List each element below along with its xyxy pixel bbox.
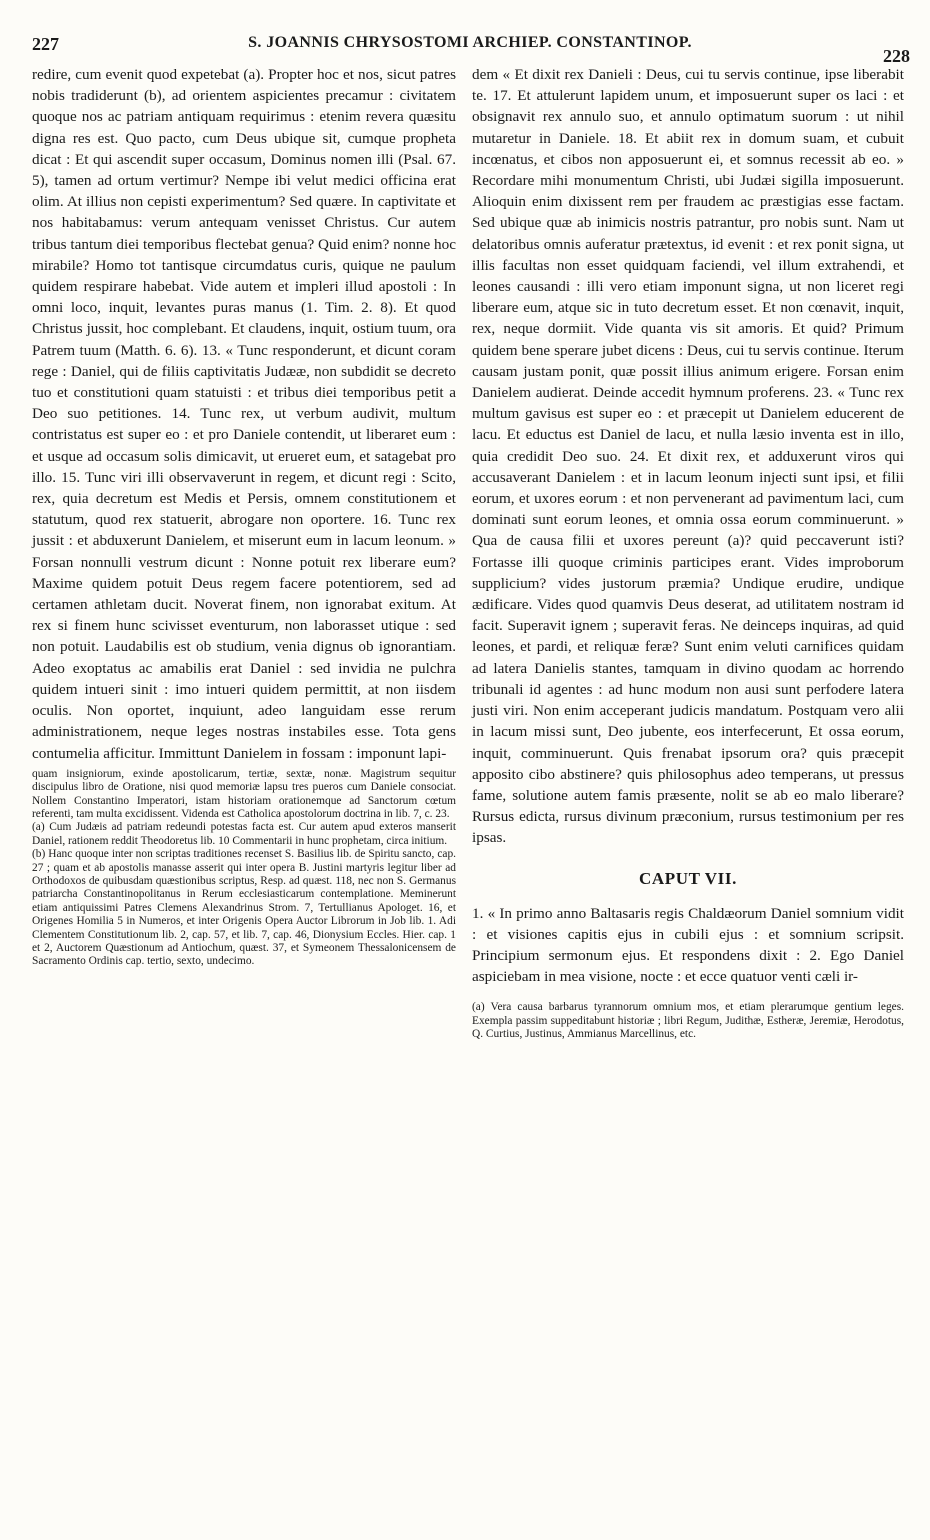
- right-column: [472, 64, 904, 1042]
- page-number-right: 228: [883, 46, 910, 66]
- chapter-heading: CAPUT VII.: [639, 868, 737, 888]
- left-column-body: redire, cum evenit quod expetebat (a). Propter hoc et nos, sicut patres nobis tradiderunt (b), ad orientem aspicientes precamur : civitatem quoque nos ac patriam antiquam requirimus : etenim revera quæsitu digna res est. Quo pacto, cum Deus ubique sit, cumque propheta dicat : Et qui ascendit super occasum, Dominus nomen illi (Psal. 67. 5), tamen ad ortum vertimur? Nempe ibi velut medici officina erat olim. At illius non cepisti experimentum? Sed quære. In captivitate et nos habitabamus: verum antequam venisset Christus. Cur autem tribus tantum diei temporibus flectebat genua? Quid enim? nonne hoc mirabile? Homo tot tantisque circumdatus curis, quique ne paulum quidem respirare habebat. Vide autem et impleri illud apostoli : In omni loco, inquit, levantes puras manus (1. Tim. 2. 8). Et quod Christus jussit, hoc complebant. Et claudens, inquit, ostium tuum, ora Patrem tuum (Matth. 6. 6). 13. « Tunc responderunt, et dicunt coram rege : Daniel, qui de filiis captivitatis Judææ, non subdidit se decreto tuo et constitutioni quam statuisti : et tribus diei temporibus petit a Deo suo petitiones. 14. Tunc rex, ut verbum audivit, multum contristatus est super eo : et pro Daniele contendit, ut liberaret eum : et usque ad occasum solis dimicavit, ut erueret eum, et satagebat pro illo. 15. Tunc viri illi observaverunt in regem, et dicunt regi : Scito, rex, quia decretum est Medis et Persis, omnem constitutionem et statutum, quod rex statuerit, abrogare non oportere. 16. Tunc rex jussit : et abduxerunt Danielem, et miserunt eum in lacum leonum. » Forsan nonnulli vestrum dicunt : Nonne potuit rex liberare eum? Maxime quidem potuit Deus regem facere potentiorem, sed ad certamen athletam ducit. Noverat finem, non ignorabat exitum. At rex si finem hunc scivisset eventurum, non laborasset utique : sed non potuit. Laudabilis est ob studium, venia dignus ob ignorantiam. Adeo exoptatus ac amabilis erat Daniel : sed invidia ne pulchra quidem intueri sinit : imo intueri quidem permittit, at non iisdem oculis. Non oportet, inquiunt, adeo languidam esse rerum administrationem, neque leges nostras instabiles esse. Tota gens contumelia afficitur. Immittunt Danielem in fossam : imponunt lapi-: [32, 66, 456, 762]
- footnote-continuation: quam insigniorum, exinde apostolicarum, tertiæ, sextæ, nonæ. Magistrum sequitur discipulus libro de Oratione, nisi quod memoriæ lapsu tres pueros cum Daniele consociat. Nollem Constantino Imperatori, istam historiam orationemque ad Sanctorum cœtum referenti, tam multa excidissent. Videnda est Catholica apostolorum doctrina in lib. 7, c. 23.: [32, 767, 456, 820]
- left-column: [32, 64, 456, 969]
- right-footnotes: [472, 1001, 904, 1041]
- left-footnotes: [32, 768, 456, 969]
- running-title: S. JOANNIS CHRYSOSTOMI ARCHIEP. CONSTANTINOP.: [248, 34, 692, 51]
- page-header: [30, 30, 910, 66]
- chapter-body: 1. « In primo anno Baltasaris regis Chaldæorum Daniel somnium vidit : et visiones capitis ejus in cubili ejus : et somnium scripsit. Principium sermonum ejus. Et respondens dixit : 2. Ego Daniel aspiciebam in mea visione, nocte : et ecce quatuor venti cæli ir-: [472, 904, 904, 986]
- footnote-b: (b) Hanc quoque inter non scriptas traditiones recenset S. Basilius lib. de Spiritu sancto, cap. 27 ; quam et ab apostolis manasse asserit qui inter opera B. Justini martyris legitur liber ad Orthodoxos de quibusdam quæstionibus scriptus, Resp. ad quæst. 118, nec non S. Germanus patriarcha Constantinopolitanus in Rerum ecclesiasticarum contemplatione. Meminerunt etiam antiquissimi Patres Clemens Alexandrinus Strom. 7, Tertullianus Apologet. 16, et Origenes Homilia 5 in Numeros, et inter Origenis Opera Auctor Librorum in Job lib. 1. Adi Clementem Constitutionum lib. 2, cap. 57, et lib. 7, cap. 46, Dionysium Eccles. Hier. cap. 1 et 2, Auctorem Quæstionum ad Antiochum, quæst. 37, et Symeonem Thessalonicensem de Sacramento Ordinis cap. tertio, sexto, undecimo.: [32, 848, 456, 968]
- page-number-left: 227: [32, 34, 59, 54]
- footnote-a-right: (a) Vera causa barbarus tyrannorum omnium mos, et etiam plerarumque gentium leges. Exempla passim suppeditabunt historiæ ; libri Regum, Judithæ, Estheræ, Jeremiæ, Herodotus, Q. Curtius, Justinus, Ammianus Marcellinus, etc.: [472, 1001, 904, 1041]
- footnote-a: (a) Cum Judæis ad patriam redeundi potestas facta est. Cur autem apud exteros manserit Daniel, rationem reddit Theodoretus lib. 10 Commentarii in hunc prophetam, circa initium.: [32, 821, 456, 847]
- right-column-body: dem « Et dixit rex Danieli : Deus, cui tu servis continue, ipse liberabit te. 17. Et attulerunt lapidem unum, et imposuerunt super os laci : et obsignavit rex annulo suo, et annulo optimatum suorum : ut nihil mutaretur in Daniele. 18. Et abiit rex in domum suam, et cubuit incœnatus, et cibos non apposuerunt ei, et somnus recessit ab eo. » Recordare mihi monumentum Christi, ubi Judæi sigilla imposuerunt. Alioquin enim dixissent rem per fraudem ac præstigias esse factam. Sed ubique quæ ab inimicis nostris patrantur, pro nobis sunt. Nam ut delatoribus omnis auferatur prætextus, id evenit : et rex ponit signa, ut illis facultas non esset quidquam faciendi, vel illum extrahendi, et leones causandi : illi vero etiam imponunt signa, ut non liceret regi liberare eum, atque sic in tuto decretum esset. Et non cœnavit, inquit, rex, neque dormiit. Vide quanta vis sit amoris. Et quid? Primum quidem bene sperare jubet dicens : Deus, cui tu servis continue. Iterum causam justam ponit, quæ possit illius animum erigere. Forsan enim Danielem audierat. Deinde accedit hymnum proferens. 23. « Tunc rex multum gavisus est super eo : et præcepit ut Danielem educerent de lacu. Et eductus est Daniel de lacu, et nulla læsio inventa est in illo, quia credidit Deo suo. 24. Et dixit rex, et adduxerunt viros qui accusaverant Danielem : et in lacum leonum injecti sunt ipsi, et filii eorum, et uxores eorum : et non pervenerant ad pavimentum laci, cum dominati sunt eorum leones, et omnia ossa eorum comminuerunt. » Qua de causa filii et uxores pereunt (a)? quid peccaverunt isti? Fortasse illi quoque criminis participes erant. Vides improborum supplicium? vides justorum præmia? Undique erudire, undique ædificare. Vides quod quamvis Deus deserat, ad utilitatem nostram id facit. Superavit ignem ; superavit feras. Ne deinceps inquiras, ad quid leones, et pardi, et reliquæ feræ? Sunt enim veluti carnifices quidam ad latera Danielis stantes, tamquam in divino quodam ac horrendo tribunali id agentes : ad hunc modum non ausi sunt perfodere latera justi viri. Non enim acceperant judicis mandatum. Postquam vero alii in lacum missi sunt, Deo jubente, eos interfecerunt, Et ossa eorum, inquit, comminuerunt. Quis frenabat ipsorum ora? quis præcepit apposito cibo abstinere? quis philosophus adeo temperans, ut pressus fame, solutione autem famis præsente, nolit se ab eo malo liberare? Rursus edicta, rursus divinum præconium, rursus testimonium per res ipsas.: [472, 66, 904, 847]
